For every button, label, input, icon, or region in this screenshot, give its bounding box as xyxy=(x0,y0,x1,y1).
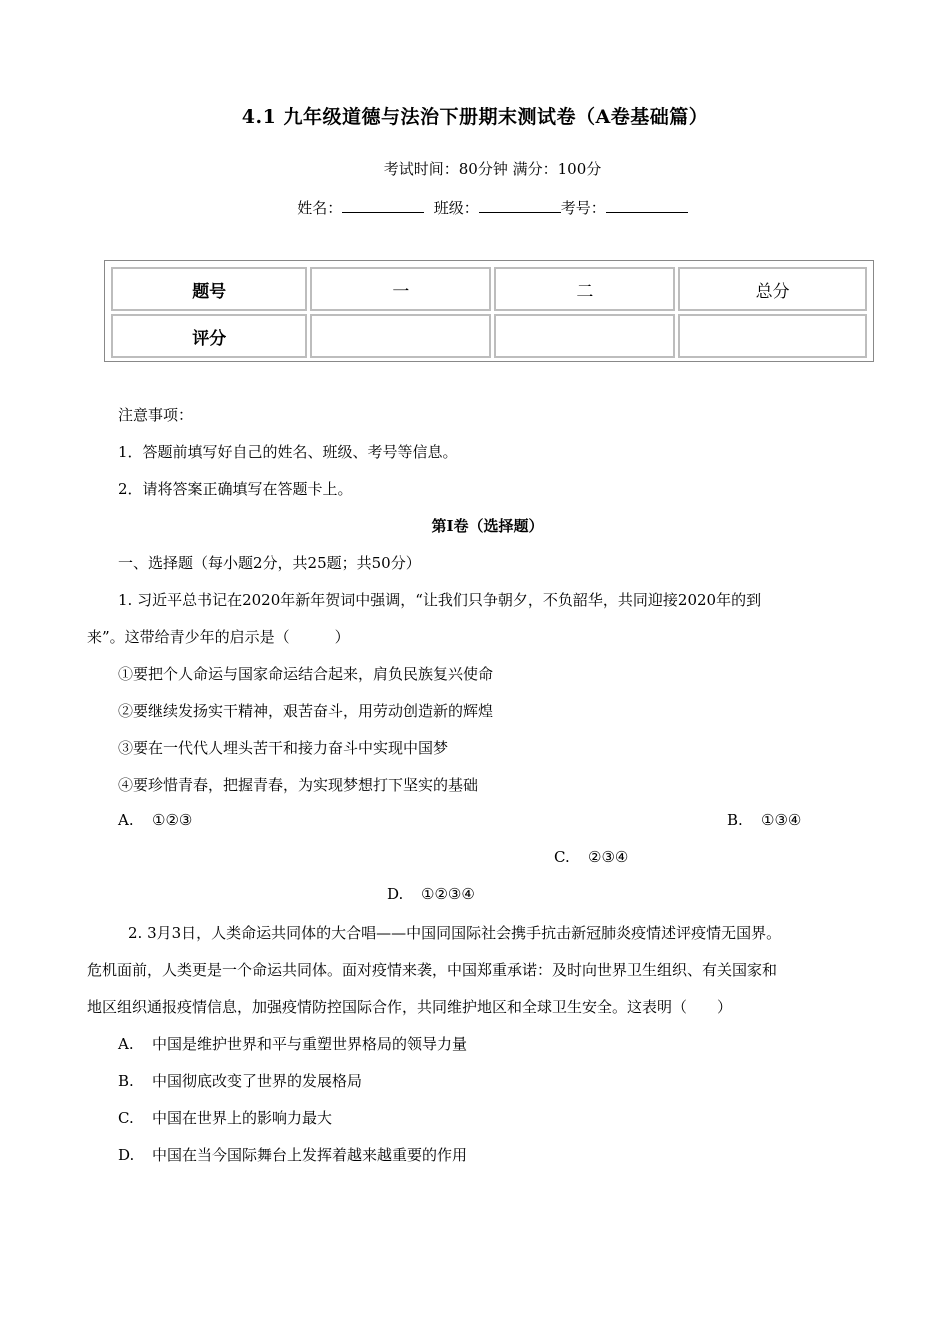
table-cell-total: 总分 xyxy=(678,267,867,311)
question-2-option-a[interactable] xyxy=(118,1033,467,1054)
question-1-option-c[interactable] xyxy=(554,848,628,866)
table-cell-part-two: 二 xyxy=(494,267,675,311)
table-cell-question-number: 题号 xyxy=(111,267,307,311)
score-table-score-row xyxy=(111,314,867,358)
question-2-line-1: 2. 3月3日，人类命运共同体的大合唱——中国同国际社会携手抗击新冠肺炎疫情述评疫情无国界。 xyxy=(128,924,782,942)
question-2-line-3: 地区组织通报疫情信息，加强疫情防控国际合作，共同维护地区和全球卫生安全。这表明（ ） xyxy=(87,998,733,1016)
option-text: ②③④ xyxy=(588,848,629,866)
question-2-option-c[interactable] xyxy=(118,1107,332,1128)
option-text: 中国在世界上的影响力最大 xyxy=(152,1109,333,1127)
number-label: 考号： xyxy=(560,199,606,217)
option-text: ①②③ xyxy=(152,811,193,829)
question-2-option-b[interactable] xyxy=(118,1070,362,1091)
option-text: 中国在当今国际舞台上发挥着越来越重要的作用 xyxy=(152,1146,468,1164)
page-title: 4.1 九年级道德与法治下册期末测试卷（A卷基础篇） xyxy=(241,106,709,128)
option-label: C. xyxy=(554,848,570,866)
name-label: 姓名： xyxy=(297,199,343,217)
option-text: ①③④ xyxy=(761,811,802,829)
note-item: 1．答题前填写好自己的姓名、班级、考号等信息。 xyxy=(118,443,458,461)
question-1-statement: ①要把个人命运与国家命运结合起来，肩负民族复兴使命 xyxy=(118,665,494,683)
option-label: A. xyxy=(118,1035,134,1053)
option-label: D. xyxy=(387,885,404,903)
question-1-option-b[interactable] xyxy=(727,811,801,829)
question-1-statement: ③要在一代代人埋头苦干和接力奋斗中实现中国梦 xyxy=(118,739,449,757)
number-blank[interactable] xyxy=(606,198,688,213)
option-label: B. xyxy=(727,811,743,829)
section-part-heading: 一、选择题（每小题2分，共25题；共50分） xyxy=(118,554,421,572)
question-1-line-2: 来”。这带给青少年的启示是（ ） xyxy=(87,628,350,646)
option-text: ①②③④ xyxy=(421,885,475,903)
question-2-option-d[interactable] xyxy=(118,1144,467,1165)
table-cell-score-label: 评分 xyxy=(111,314,307,358)
option-text: 中国是维护世界和平与重塑世界格局的领导力量 xyxy=(152,1035,468,1053)
table-cell-score-one[interactable] xyxy=(310,314,491,358)
table-cell-score-two[interactable] xyxy=(494,314,675,358)
option-label: B. xyxy=(118,1072,134,1090)
table-cell-score-total[interactable] xyxy=(678,314,867,358)
table-cell-part-one: 一 xyxy=(310,267,491,311)
notes-heading: 注意事项： xyxy=(118,406,194,424)
question-1-line-1: 1. 习近平总书记在2020年新年贺词中强调，“让我们只争朝夕，不负韶华，共同迎接2020年的到 xyxy=(118,591,762,609)
question-1-statement: ②要继续发扬实干精神，艰苦奋斗，用劳动创造新的辉煌 xyxy=(118,702,494,720)
option-label: A. xyxy=(118,811,134,829)
score-table xyxy=(104,260,874,362)
student-info-line xyxy=(0,197,950,218)
question-1-option-d[interactable] xyxy=(387,885,475,903)
class-label: 班级： xyxy=(433,199,479,217)
score-table-header-row xyxy=(111,267,867,311)
section-title: 第I卷（选择题） xyxy=(431,517,544,535)
class-blank[interactable] xyxy=(479,198,561,213)
option-label: C. xyxy=(118,1109,134,1127)
question-1-option-a[interactable] xyxy=(118,811,192,829)
name-blank[interactable] xyxy=(342,198,424,213)
question-1-statement: ④要珍惜青春，把握青春，为实现梦想打下坚实的基础 xyxy=(118,776,479,794)
question-2-line-2: 危机面前，人类更是一个命运共同体。面对疫情来袭，中国郑重承诺：及时向世界卫生组织、有关国家和 xyxy=(87,961,778,979)
exam-info: 考试时间：80分钟 满分：100分 xyxy=(383,160,602,178)
note-item: 2．请将答案正确填写在答题卡上。 xyxy=(118,480,353,498)
option-text: 中国彻底改变了世界的发展格局 xyxy=(152,1072,363,1090)
option-label: D. xyxy=(118,1146,135,1164)
